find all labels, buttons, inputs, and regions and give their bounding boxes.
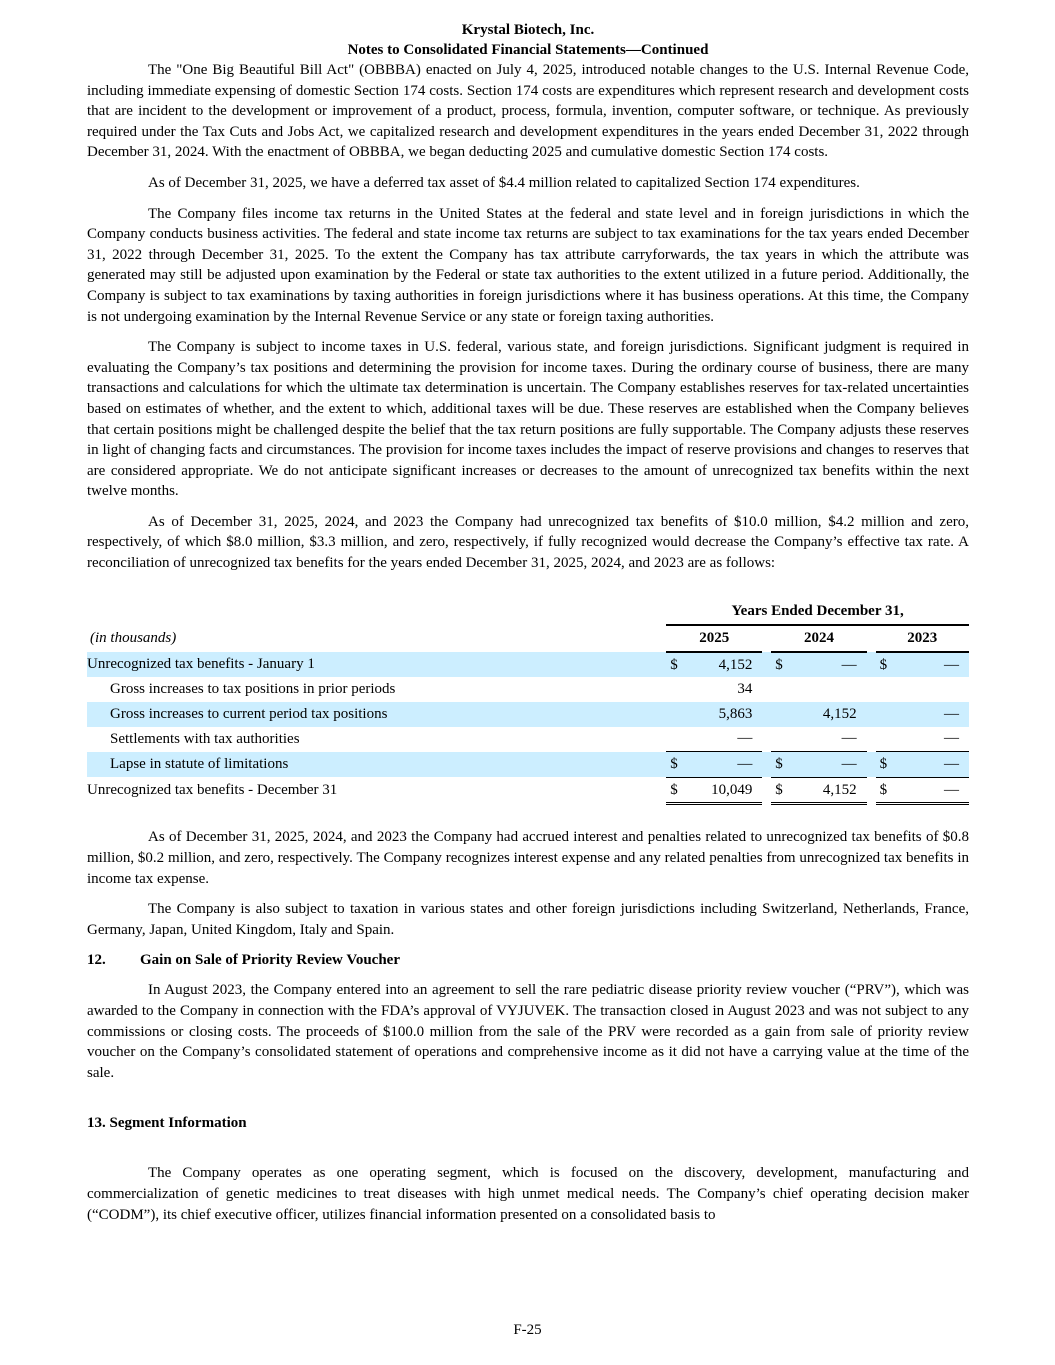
section-12-number: 12. <box>87 952 106 969</box>
paragraph-deferred-tax: As of December 31, 2025, we have a deferred tax asset of $4.4 million related to capitalized Section 174 expenditures. <box>148 174 860 191</box>
document-page <box>87 20 969 1225</box>
paragraph-obbba: The "One Big Beautiful Bill Act" (OBBBA) enacted on July 4, 2025, introduced notable changes to the U.S. Internal Revenue Code, including immediate expensing of domestic Section 174 costs. Section 174 costs are expenditures which represent research and development costs that are incident to the development or improvement of a product, process, formula, invention, computer software, or technique. As previously required under the Tax Cuts and Jobs Act, we capitalized research and development expenditures in the years ended December 31, 2022 through December 31, 2024. With the enactment of OBBBA, we began deducting 2025 and cumulative domestic Section 174 costs. <box>87 62 969 161</box>
table-year-header-row <box>87 625 969 652</box>
paragraph-segment: The Company operates as one operating segment, which is focused on the discovery, development, manufacturing and commercialization of genetic medicines to treat diseases with high unmet medical needs. The Company’s chief operating decision maker (“CODM”), its chief executive officer, utilizes financial information presented on a consolidated basis to <box>87 1165 969 1223</box>
paragraph-tax-returns: The Company files income tax returns in the United States at the federal and state level and in foreign jurisdictions in which the Company conducts business activities. The federal and state income tax returns are subject to tax examinations for the tax years ended December 31, 2022 through December 31, 2025. To the extent the Company has tax attribute carryforwards, the tax years in which the attribute was generated may still be adjusted upon examination by the Federal or state tax authorities to the extent utilized in a future period. Additionally, the Company is subject to tax examinations by taxing authorities in foreign jurisdictions where it has business operations. At this time, the Company is not undergoing examination by the Internal Revenue Service or any state or foreign taxing authorities. <box>87 205 969 325</box>
section-12-heading <box>87 950 969 970</box>
value-2023: — <box>895 777 969 804</box>
value-2024 <box>790 677 866 702</box>
value-2023 <box>895 677 969 702</box>
value-2025: — <box>685 752 762 778</box>
value-2024: — <box>790 752 866 778</box>
currency-symbol <box>771 727 790 752</box>
currency-symbol: $ <box>876 652 895 678</box>
currency-symbol <box>876 727 895 752</box>
page-number: F-25 <box>513 1322 542 1338</box>
table-row <box>87 677 969 702</box>
currency-symbol: $ <box>771 777 790 804</box>
value-2023: — <box>895 702 969 727</box>
page-subtitle: Notes to Consolidated Financial Statements—Continued <box>347 42 709 58</box>
row-label: Unrecognized tax benefits - January 1 <box>87 652 657 678</box>
row-label: Gross increases to tax positions in prior periods <box>110 681 396 698</box>
table-row <box>87 752 969 778</box>
table-row <box>87 652 969 678</box>
row-label: Lapse in statute of limitations <box>87 752 657 778</box>
currency-symbol <box>666 702 685 727</box>
currency-symbol: $ <box>666 652 685 678</box>
value-2024: 4,152 <box>790 777 866 804</box>
row-label: Settlements with tax authorities <box>110 730 300 747</box>
value-2025: — <box>737 730 753 747</box>
paragraph-accrued-interest: As of December 31, 2025, 2024, and 2023 the Company had accrued interest and penalties related to unrecognized tax benefits of $0.8 million, $0.2 million, and zero, respectively. The Company recognizes interest expense and any related penalties from unrecognized tax benefits in income tax expense. <box>87 829 969 887</box>
section-13-heading: 13. Segment Information <box>87 1115 247 1132</box>
row-label: Unrecognized tax benefits - December 31 <box>87 782 338 799</box>
value-2023: — <box>895 652 969 678</box>
value-2023: — <box>895 752 969 778</box>
table-row <box>87 727 969 752</box>
value-2024: — <box>841 730 857 747</box>
currency-symbol: $ <box>771 652 790 678</box>
table-total-row <box>87 777 969 804</box>
value-2023: — <box>944 730 959 747</box>
currency-symbol: $ <box>876 752 895 778</box>
table-period-header-row <box>87 600 969 626</box>
value-2025: 34 <box>737 681 753 698</box>
paragraph-prv: In August 2023, the Company entered into an agreement to sell the rare pediatric disease priority review voucher (“PRV”), which was awarded to the Company in connection with the FDA’s approval of VYJUVEK. The transaction closed in August 2023 and was not subject to any commissions or closing costs. The proceeds of $100.0 million from the sale of the PRV were recorded as a gain from sale of priority review voucher on the Company’s consolidated statement of operations and comprehensive income as it did not have a carrying value at the time of the sale. <box>87 982 969 1081</box>
section-12-title: Gain on Sale of Priority Review Voucher <box>140 952 400 969</box>
year-header-2023: 2023 <box>876 625 969 652</box>
currency-symbol <box>876 702 895 727</box>
value-2024: 4,152 <box>790 702 866 727</box>
value-2024: — <box>790 652 866 678</box>
period-header: Years Ended December 31, <box>666 600 969 626</box>
currency-symbol <box>876 677 895 702</box>
currency-symbol: $ <box>666 752 685 778</box>
unrecognized-tax-benefits-table <box>87 600 969 806</box>
unit-label: (in thousands) <box>90 630 177 647</box>
currency-symbol <box>771 702 790 727</box>
paragraph-foreign-jurisdictions: The Company is also subject to taxation in various states and other foreign jurisdictions including Switzerland, Netherlands, France, Germany, Japan, United Kingdom, Italy and Spain. <box>87 901 969 938</box>
currency-symbol <box>666 677 685 702</box>
currency-symbol: $ <box>666 777 685 804</box>
year-header-2024: 2024 <box>771 625 866 652</box>
company-name: Krystal Biotech, Inc. <box>461 22 595 38</box>
year-header-2025: 2025 <box>666 625 762 652</box>
paragraph-income-taxes: The Company is subject to income taxes in U.S. federal, various state, and foreign jurisdictions. Significant judgment is required in evaluating the Company’s tax positions and determining the provision for income taxes. During the ordinary course of business, there are many transactions and calculations for which the ultimate tax determination is uncertain. The Company establishes reserves for tax-related uncertainties based on estimates of whether, and the extent to which, additional taxes will be due. These reserves are established when the Company believes that certain positions might be challenged despite the belief that the tax return positions are fully supportable. The Company adjusts these reserves in light of changing facts and circumstances. The provision for income taxes includes the impact of reserve provisions and changes to reserves that are considered appropriate. We do not anticipate significant increases or decreases to the amount of unrecognized tax benefits within the next twelve months. <box>87 339 969 500</box>
paragraph-unrecognized-benefits: As of December 31, 2025, 2024, and 2023 the Company had unrecognized tax benefits of $10.0 million, $4.2 million and zero, respectively, of which $8.0 million, $3.3 million, and zero, respectively, if fully recognized would decrease the Company’s effective tax rate. A reconciliation of unrecognized tax benefits for the years ended December 31, 2025, 2024, and 2023 are as follows: <box>87 513 969 572</box>
value-2025: 4,152 <box>685 652 762 678</box>
currency-symbol: $ <box>771 752 790 778</box>
currency-symbol <box>666 727 685 752</box>
currency-symbol <box>771 677 790 702</box>
table-row <box>87 702 969 727</box>
currency-symbol: $ <box>876 777 895 804</box>
value-2025: 5,863 <box>685 702 762 727</box>
value-2025: 10,049 <box>685 777 762 804</box>
row-label: Gross increases to current period tax positions <box>87 702 657 727</box>
